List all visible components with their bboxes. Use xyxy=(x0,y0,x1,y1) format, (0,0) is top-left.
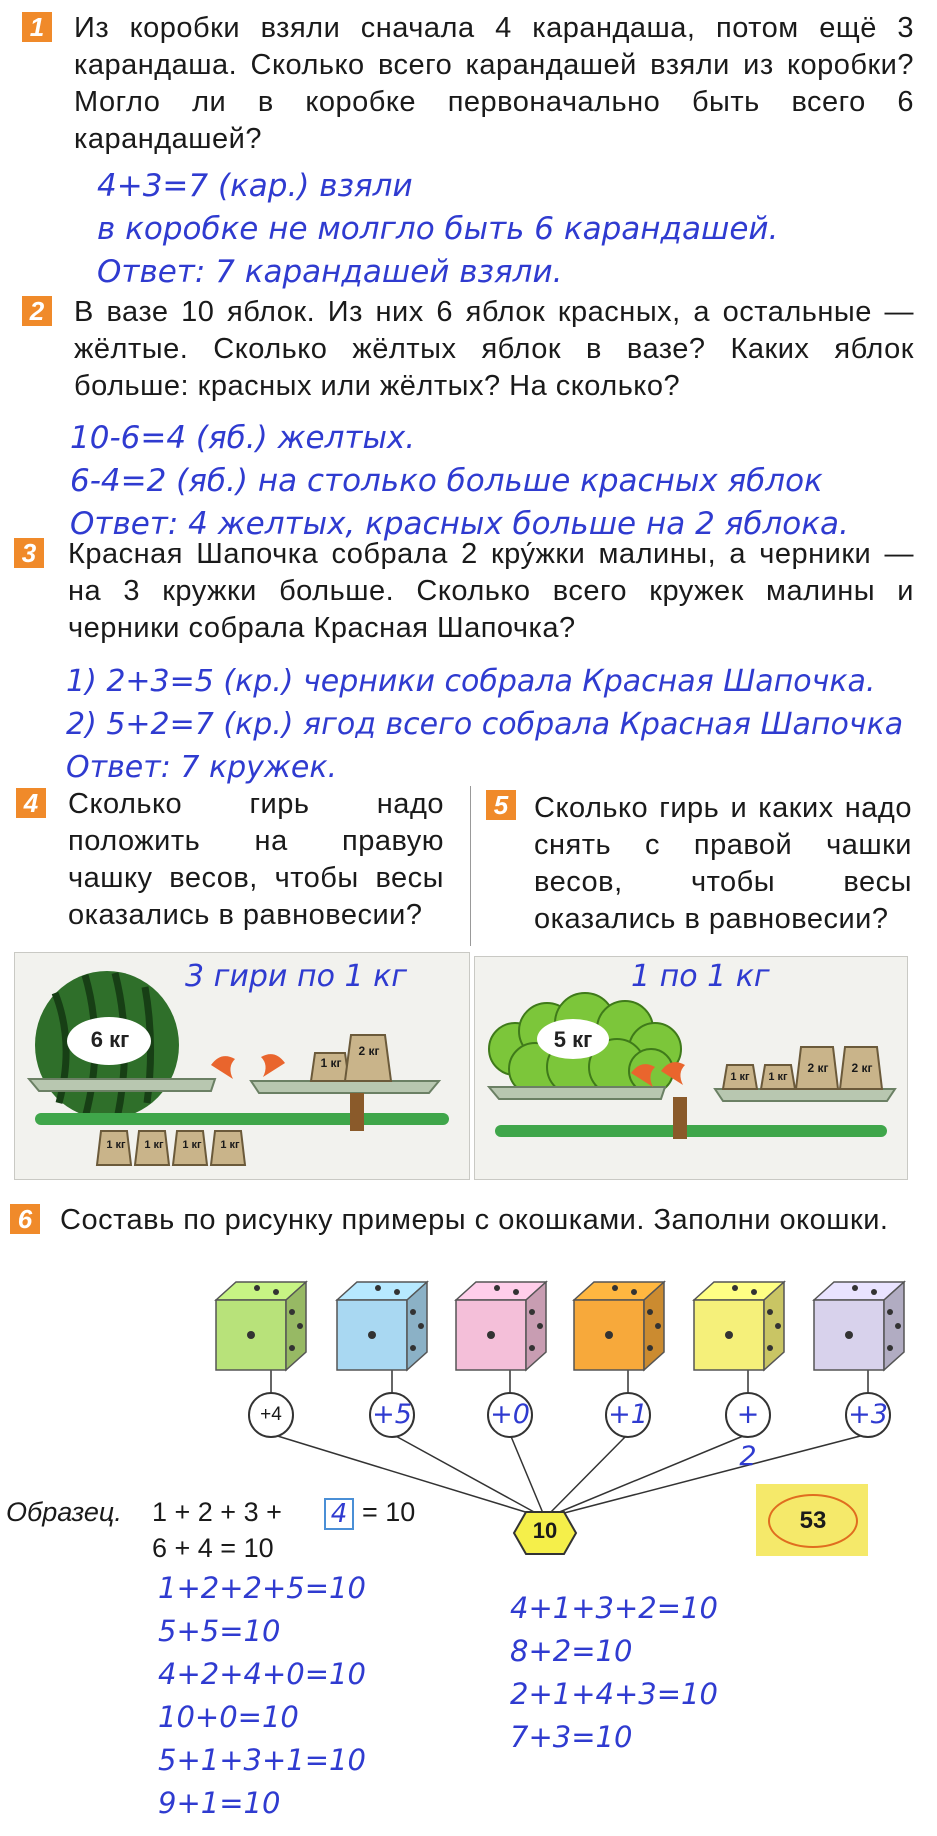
answer-line: Ответ: 7 кружек. xyxy=(66,750,338,785)
answer-line: 4+1+3+2=10 xyxy=(510,1591,718,1625)
die-cube-icon xyxy=(810,1278,910,1378)
increment-circle: +0 xyxy=(487,1392,533,1438)
answer-line: 5+5=10 xyxy=(158,1614,281,1648)
answer-line: 10-6=4 (яб.) желтых. xyxy=(70,420,416,456)
die-cube-icon xyxy=(333,1278,433,1378)
task-text: Сколько гирь и каких надо снять с правой чашки весов, чтобы весы оказались в равновесии? xyxy=(534,792,912,935)
increment-circle: + 2 xyxy=(725,1392,771,1438)
answer-text: 1 по 1 кг xyxy=(631,959,770,994)
task-text: Из коробки взяли сначала 4 карандаша, потом ещё 3 карандаша. Сколько всего карандашей взяли из коробки? Могло ли в коробке первоначально быть всего 6 карандашей? xyxy=(74,12,914,155)
page-number: 53 xyxy=(768,1494,858,1548)
weight-label: 2 кг xyxy=(851,1061,873,1075)
task-number: 5 xyxy=(486,790,516,820)
task-number: 4 xyxy=(16,788,46,818)
answer-line: Ответ: 4 желтых, красных больше на 2 яблока. xyxy=(70,506,849,542)
weight-label: 1 кг xyxy=(106,1139,126,1151)
answers-left xyxy=(158,1568,366,1826)
task-number: 1 xyxy=(22,12,52,42)
answer-line: 7+3=10 xyxy=(510,1720,633,1754)
die-cube-icon xyxy=(690,1278,790,1378)
weight-label: 5 кг xyxy=(553,1027,593,1052)
die-cube-icon xyxy=(570,1278,670,1378)
weight-label: 2 кг xyxy=(358,1044,380,1058)
answer-line: Ответ: 7 карандашей взяли. xyxy=(97,254,563,290)
die-cube-icon xyxy=(212,1278,312,1378)
answer-line: 9+1=10 xyxy=(158,1786,281,1820)
answers-right xyxy=(510,1588,718,1760)
task-text: Красная Шапочка собрала 2 кру́жки малины, а черники — на 3 кружки больше. Сколько всего кружек малины и черники собрала Красная Шапочка? xyxy=(68,538,914,644)
weight-label: 1 кг xyxy=(730,1071,750,1083)
increment-circle: +3 xyxy=(845,1392,891,1438)
answer-line: 4+3=7 (кар.) взяли xyxy=(97,168,413,204)
answer-line: 10+0=10 xyxy=(158,1700,299,1734)
sample-line: = 10 xyxy=(362,1497,416,1527)
weight-label: 1 кг xyxy=(220,1139,240,1151)
answer-line: 2+1+4+3=10 xyxy=(510,1677,718,1711)
weight-label: 1 кг xyxy=(320,1056,342,1070)
answer-line: в коробке не молгло быть 6 карандашей. xyxy=(97,211,779,247)
weight-label: 1 кг xyxy=(144,1139,164,1151)
task-number: 3 xyxy=(14,538,44,568)
task-number: 6 xyxy=(10,1204,40,1234)
weight-label: 1 кг xyxy=(182,1139,202,1151)
answer-line: 8+2=10 xyxy=(510,1634,633,1668)
total-value: 10 xyxy=(532,1518,558,1543)
answer-line: 6-4=2 (яб.) на столько больше красных яблок xyxy=(70,463,823,499)
answer-line: 1) 2+3=5 (кр.) черники собрала Красная Шапочка. xyxy=(66,664,876,699)
answer-text: 3 гири по 1 кг xyxy=(185,959,407,994)
task-text: В вазе 10 яблок. Из них 6 яблок красных, а остальные — жёлтые. Сколько жёлтых яблок в вазе? Каких яблок больше: красных или жёлтых? На сколько? xyxy=(74,296,914,402)
increment-circle: +1 xyxy=(605,1392,651,1438)
sample-line: 1 + 2 + 3 + xyxy=(152,1497,282,1527)
weight-label: 1 кг xyxy=(768,1071,788,1083)
answer-line: 1+2+2+5=10 xyxy=(158,1571,366,1605)
sample-line: 6 + 4 = 10 xyxy=(152,1533,274,1563)
task-text: Сколько гирь надо положить на правую чашку весов, чтобы весы оказались в равновесии? xyxy=(68,788,444,931)
answer-line: 5+1+3+1=10 xyxy=(158,1743,366,1777)
answer-line: 2) 5+2=7 (кр.) ягод всего собрала Красная Шапочка xyxy=(66,707,904,742)
weight-label: 2 кг xyxy=(807,1061,829,1075)
increment-circle: +4 xyxy=(248,1392,294,1438)
weight-label: 6 кг xyxy=(90,1027,130,1052)
task-text: Составь по рисунку примеры с окошками. Заполни окошки. xyxy=(60,1204,889,1236)
task-number: 2 xyxy=(22,296,52,326)
answer-line: 4+2+4+0=10 xyxy=(158,1657,366,1691)
page-number-badge xyxy=(756,1484,868,1556)
die-cube-icon xyxy=(452,1278,552,1378)
increment-circle: +5 xyxy=(369,1392,415,1438)
sample-box: 4 xyxy=(324,1498,354,1530)
sample-label: Образец. xyxy=(6,1497,122,1527)
